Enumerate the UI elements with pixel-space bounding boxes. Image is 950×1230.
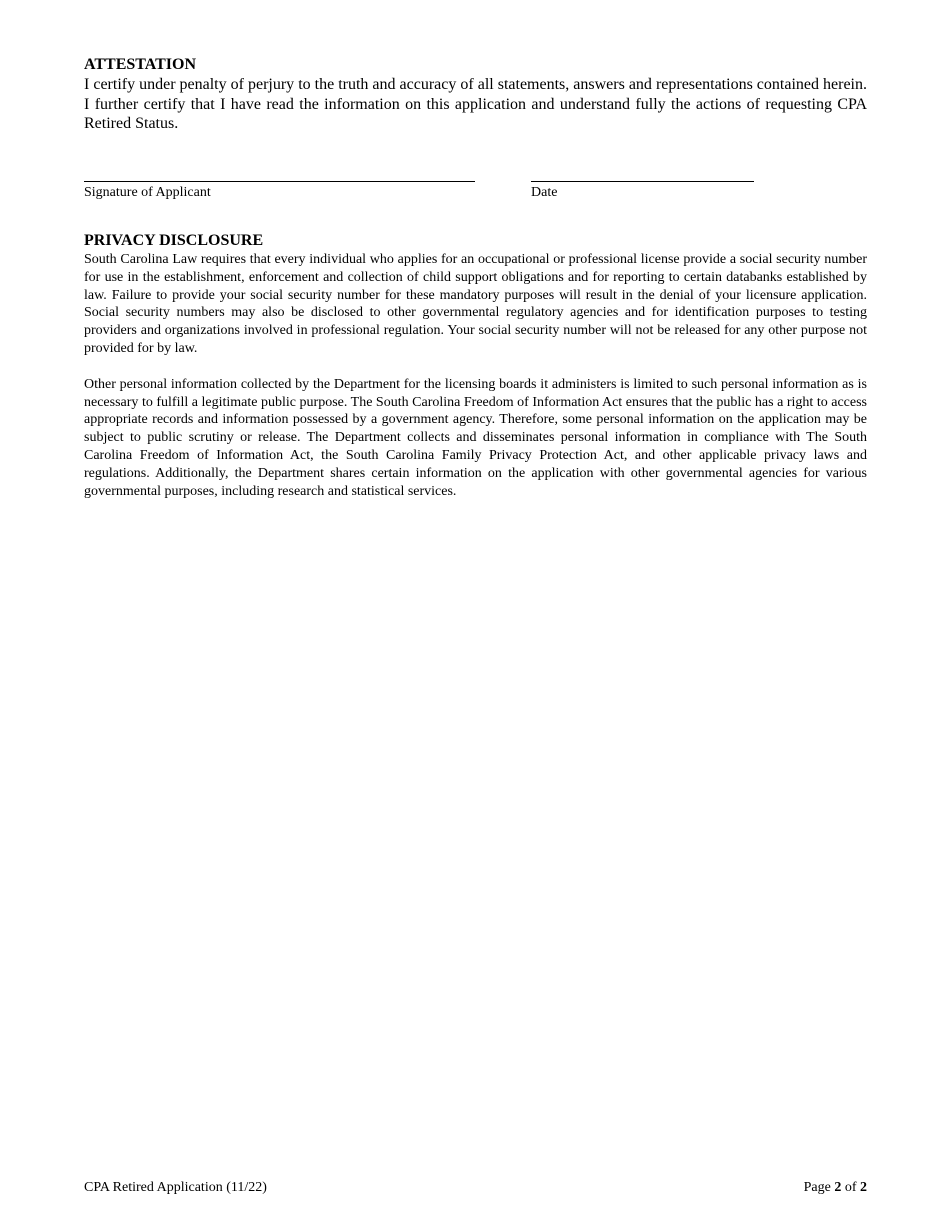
page-total: 2 bbox=[860, 1180, 867, 1195]
signature-block bbox=[84, 181, 867, 211]
privacy-heading: PRIVACY DISCLOSURE bbox=[84, 232, 264, 249]
page-current: 2 bbox=[834, 1180, 842, 1195]
attestation-heading: ATTESTATION bbox=[84, 56, 197, 73]
attestation-section bbox=[84, 55, 867, 134]
of-word: of bbox=[844, 1180, 857, 1195]
document-page bbox=[84, 55, 867, 499]
page-word: Page bbox=[803, 1180, 831, 1195]
privacy-paragraph-1: South Carolina Law requires that every individual who applies for an occupational or professional license provide a social security number for use in the establishment, enforcement and collection of child support obligations and for reporting to certain databanks established by law. Failure to provide your social security number for these mandatory purposes will result in the denial of your licensure application. Social security numbers may also be disclosed to other governmental regulatory agencies and for identification purposes to testing providers and organizations involved in professional regulation. Your social security number will not be released for any other purpose not provided for by law. bbox=[84, 252, 867, 356]
signature-line[interactable] bbox=[84, 181, 475, 182]
form-name: CPA Retired Application (11/22) bbox=[84, 1180, 267, 1195]
privacy-disclosure-section bbox=[84, 231, 867, 500]
page-number bbox=[804, 1179, 867, 1196]
attestation-text: I certify under penalty of perjury to the truth and accuracy of all statements, answers and representations contained herein. I further certify that I have read the information on this application and understand fully the actions of requesting CPA Retired Status. bbox=[84, 76, 867, 132]
date-line[interactable] bbox=[531, 181, 754, 182]
signature-label: Signature of Applicant bbox=[84, 185, 211, 200]
date-label: Date bbox=[531, 185, 558, 200]
privacy-paragraph-2: Other personal information collected by the Department for the licensing boards it administers is limited to such personal information as is necessary to fulfill a legitimate public purpose. The South Carolina Freedom of Information Act ensures that the public has a right to access appropriate records and information possessed by a government agency. Therefore, some personal information on the application may be subject to public scrutiny or release. The Department collects and disseminates personal information in compliance with The South Carolina Freedom of Information Act, the South Carolina Family Privacy Protection Act, and other applicable privacy laws and regulations. Additionally, the Department shares certain information on the application with other governmental agencies for various governmental purposes, including research and statistical services. bbox=[84, 376, 867, 499]
